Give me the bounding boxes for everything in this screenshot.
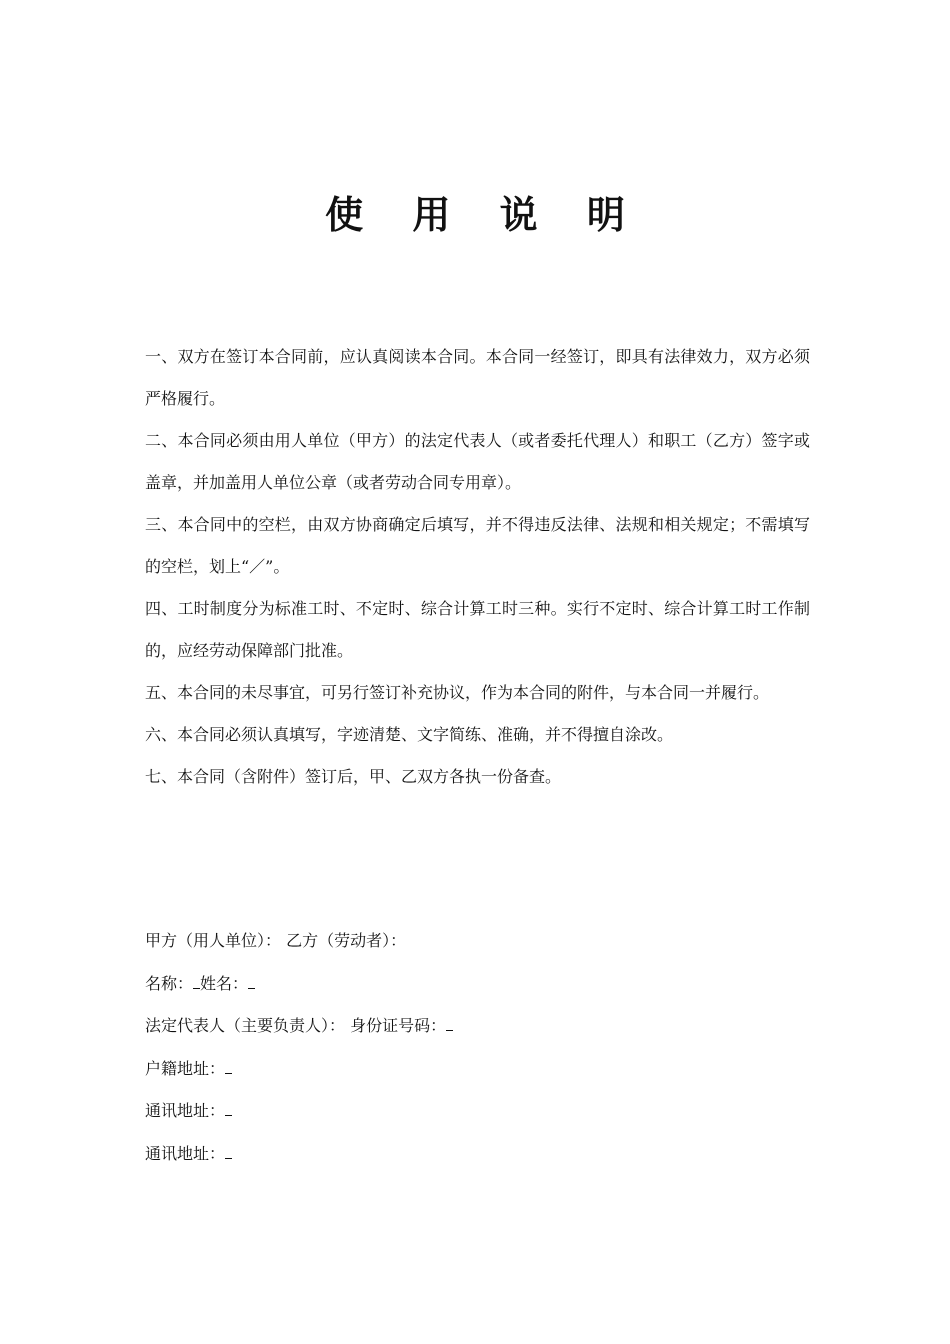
mailing-address-label-1: 通讯地址：	[145, 1101, 226, 1120]
signature-section	[145, 920, 810, 1175]
clause-6: 六、本合同必须认真填写，字迹清楚、文字简练、准确，并不得擅自涂改。	[145, 725, 674, 744]
mailing-address-blank-2[interactable]	[225, 1144, 232, 1159]
parties-line	[145, 920, 810, 963]
person-name-label: 姓名：	[200, 973, 249, 993]
household-address-line	[145, 1048, 810, 1091]
company-name-label: 名称：	[145, 973, 194, 993]
clause-4: 四、工时制度分为标准工时、不定时、综合计算工时三种。实行不定时、综合计算工时工作制的，应经劳动保障部门批准。	[145, 599, 810, 660]
clause-7: 七、本合同（含附件）签订后，甲、乙双方各执一份备查。	[145, 767, 562, 786]
name-line	[145, 963, 810, 1006]
clause-2: 二、本合同必须由用人单位（甲方）的法定代表人（或者委托代理人）和职工（乙方）签字或盖章，并加盖用人单位公章（或者劳动合同专用章）。	[145, 431, 810, 492]
page-title: 使 用 说 明	[325, 192, 643, 237]
clause-3: 三、本合同中的空栏，由双方协商确定后填写，并不得违反法律、法规和相关规定；不需填写的空栏，划上“／”。	[145, 515, 810, 576]
household-address-blank[interactable]	[225, 1059, 232, 1074]
person-name-blank[interactable]	[248, 974, 255, 989]
mailing-address-label-2: 通讯地址：	[145, 1143, 226, 1163]
mailing-address-line-2	[145, 1133, 810, 1176]
legal-rep-label: 法定代表人（主要负责人）： 身份证号码：	[145, 1016, 447, 1035]
clause-5: 五、本合同的未尽事宜，可另行签订补充协议，作为本合同的附件，与本合同一并履行。	[145, 683, 770, 702]
company-name-blank[interactable]	[193, 974, 200, 989]
parties-label: 甲方（用人单位）： 乙方（劳动者）：	[145, 931, 407, 950]
id-number-blank[interactable]	[446, 1016, 453, 1031]
household-address-label: 户籍地址：	[145, 1058, 226, 1078]
mailing-address-blank-1[interactable]	[225, 1101, 232, 1116]
instructions-list	[145, 336, 810, 798]
legal-rep-line	[145, 1005, 810, 1048]
clause-1: 一、双方在签订本合同前，应认真阅读本合同。本合同一经签订，即具有法律效力，双方必须严格履行。	[145, 347, 810, 408]
mailing-address-line-1	[145, 1090, 810, 1133]
